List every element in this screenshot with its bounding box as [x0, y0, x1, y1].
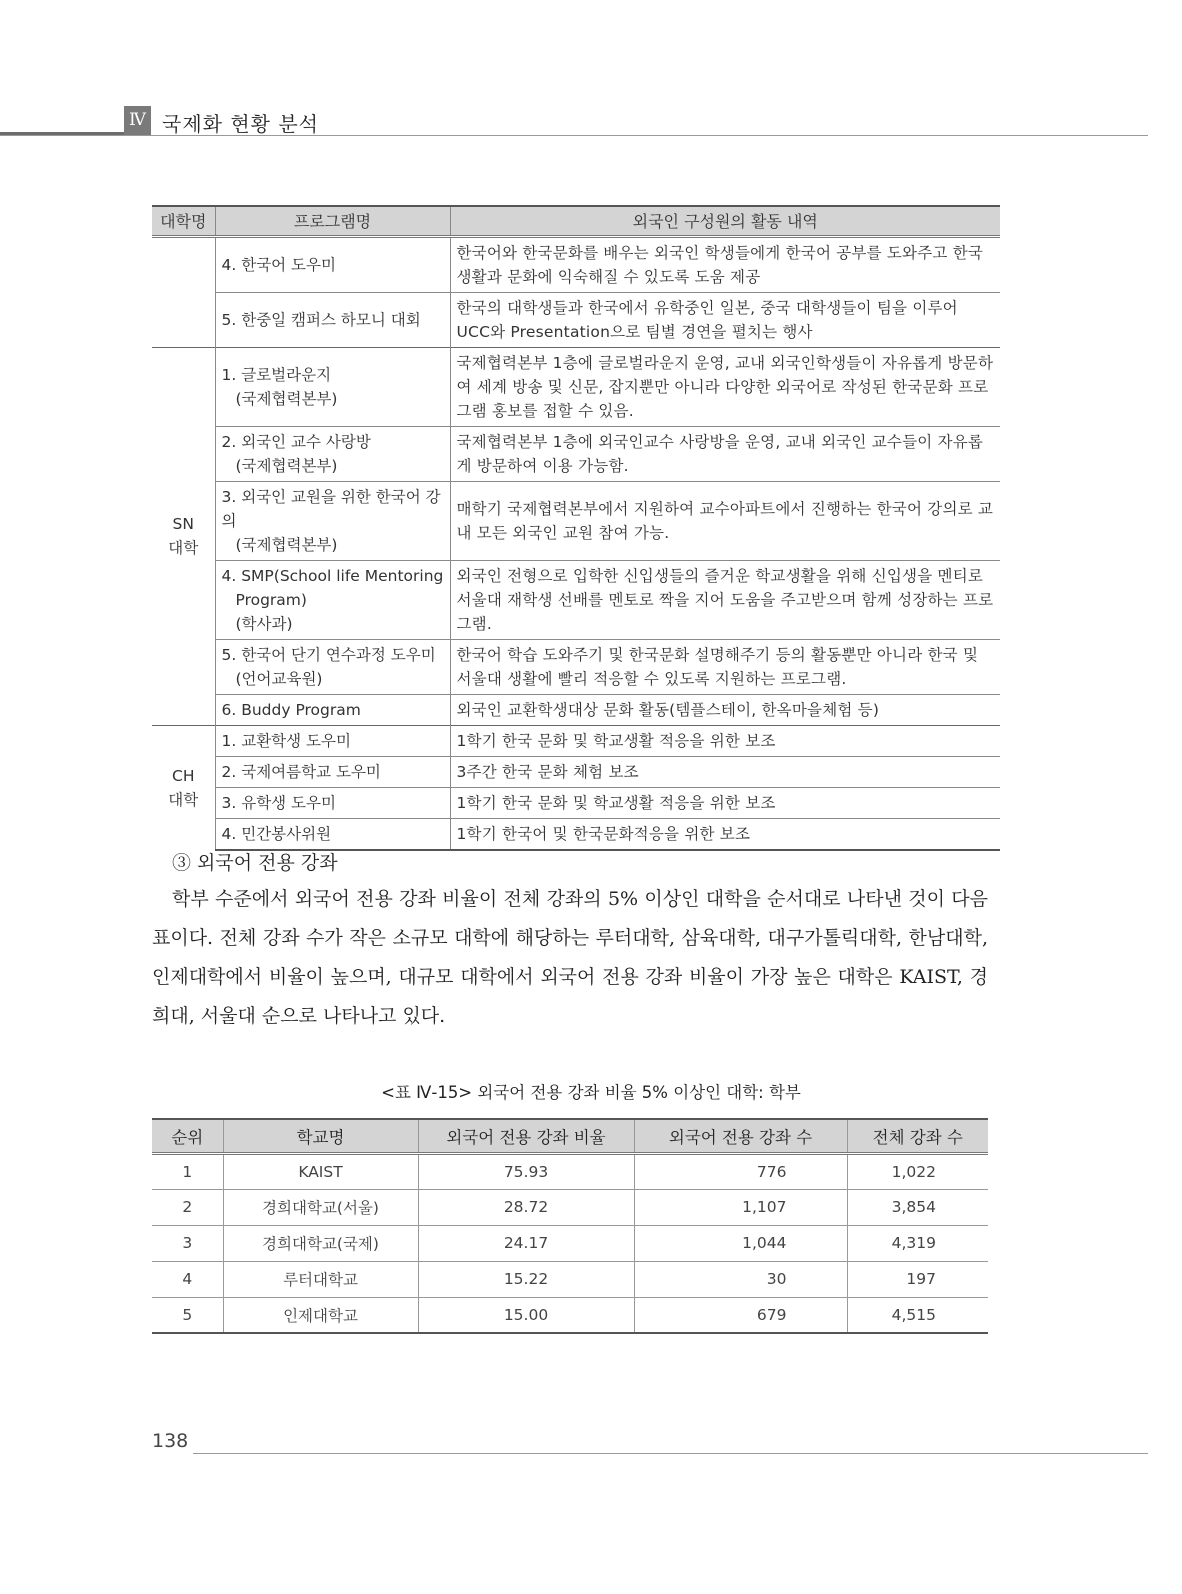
- activity-description: 한국어와 한국문화를 배우는 외국인 학생들에게 한국어 공부를 도와주고 한국생활과 문화에 익숙해질 수 있도록 도움 제공: [450, 236, 1000, 292]
- program-cell: [215, 818, 450, 850]
- program-name: 2. 국제여름학교 도우미: [221, 762, 381, 781]
- table-cell: 1: [182, 1162, 193, 1181]
- header-cell: 외국인 구성원의 활동 내역: [450, 206, 1000, 236]
- program-name: (국제협력본부): [235, 535, 338, 554]
- program-name: 2. 외국인 교수 사랑방: [221, 432, 371, 451]
- table-row: [152, 1297, 988, 1333]
- table-row: [152, 756, 1000, 787]
- university-name: SN: [172, 515, 194, 533]
- table-cell: 30: [634, 1261, 847, 1297]
- table-cell: 15.22: [418, 1261, 634, 1297]
- program-name: 4. 한국어 도우미: [221, 255, 336, 274]
- table-row: [152, 1261, 988, 1297]
- table-cell: 24.17: [418, 1225, 634, 1261]
- program-cell: [215, 756, 450, 787]
- table-cell: 4: [152, 1261, 223, 1297]
- ranking-table: [152, 1118, 988, 1334]
- program-name: 1. 교환학생 도우미: [221, 731, 351, 750]
- activity-description: 매학기 국제협력본부에서 지원하여 교수아파트에서 진행하는 한국어 강의로 교내 모든 외국인 교원 참여 가능.: [450, 481, 1000, 560]
- university-name: 대학: [168, 539, 199, 557]
- program-name: (국제협력본부): [235, 456, 338, 475]
- table-cell: 1,022: [847, 1153, 988, 1189]
- activity-description: 1학기 한국어 및 한국문화적응을 위한 보조: [450, 818, 1000, 850]
- table-cell: 15.00: [418, 1297, 634, 1333]
- table-cell: 5: [152, 1297, 223, 1333]
- program-name: 5. 한중일 캠퍼스 하모니 대회: [221, 310, 421, 329]
- program-cell: [215, 787, 450, 818]
- activity-description: 1학기 한국 문화 및 학교생활 적응을 위한 보조: [450, 725, 1000, 756]
- table-row: [152, 1153, 988, 1189]
- table-row: [152, 426, 1000, 481]
- university-cell: [152, 725, 215, 850]
- table-cell: 인제대학교: [223, 1297, 418, 1333]
- table-row: [152, 292, 1000, 347]
- program-cell: [215, 639, 450, 694]
- program-name: 1. 글로벌라운지: [221, 365, 332, 384]
- table-cell: 4,515: [847, 1297, 988, 1333]
- table-cell: 3: [152, 1225, 223, 1261]
- header-cell: 순위: [152, 1119, 223, 1153]
- table-caption: <표 Ⅳ-15> 외국어 전용 강좌 비율 5% 이상인 대학: 학부: [381, 1083, 801, 1102]
- activity-description: 외국인 전형으로 입학한 신입생들의 즐거운 학교생활을 위해 신입생을 멘티로 서울대 재학생 선배를 멘토로 짝을 지어 도움을 주고받으며 함께 성장하는 프로그램.: [450, 560, 1000, 639]
- table-row: [152, 787, 1000, 818]
- section-paragraph: 학부 수준에서 외국어 전용 강좌 비율이 전체 강좌의 5% 이상인 대학을 순서대로 나타낸 것이 다음 표이다. 전체 강좌 수가 작은 소규모 대학에 해당하는 루터대학, 삼육대학, 대구가톨릭대학, 한남대학, 인제대학에서 비율이 높으며, 대규모 대학에서 외국어 전용 강좌 비율이 가장 높은 대학은 KAIST, 경희대, 서울대 순으로 나타나고 있다.: [152, 888, 988, 1027]
- table-cell: 197: [847, 1261, 988, 1297]
- header-cell: 학교명: [223, 1119, 418, 1153]
- header-cell: 외국어 전용 강좌 비율: [418, 1119, 634, 1153]
- program-table: [152, 205, 1000, 851]
- activity-description: 한국의 대학생들과 한국에서 유학중인 일본, 중국 대학생들이 팀을 이루어 UCC와 Presentation으로 팀별 경연을 펼치는 행사: [450, 292, 1000, 347]
- table-cell: 75.93: [418, 1153, 634, 1189]
- section-subtitle: ③ 외국어 전용 강좌: [172, 852, 338, 874]
- activity-description: 3주간 한국 문화 체험 보조: [450, 756, 1000, 787]
- program-name: (국제협력본부): [235, 389, 338, 408]
- ranking-table-header: [152, 1119, 988, 1153]
- program-name: 3. 외국인 교원을 위한 한국어 강의: [221, 487, 441, 530]
- table-row: [152, 236, 1000, 292]
- program-name: (언어교육원): [235, 669, 323, 688]
- activity-description: 국제협력본부 1층에 외국인교수 사랑방을 운영, 교내 외국인 교수들이 자유롭게 방문하여 이용 가능함.: [450, 426, 1000, 481]
- table-cell: 679: [634, 1297, 847, 1333]
- program-cell: [215, 426, 450, 481]
- program-name: Program): [235, 590, 307, 609]
- program-cell: [215, 292, 450, 347]
- program-cell: [215, 694, 450, 725]
- program-name: 5. 한국어 단기 연수과정 도우미: [221, 645, 436, 664]
- program-cell: [215, 481, 450, 560]
- table-row: [152, 1225, 988, 1261]
- table-row: [152, 481, 1000, 560]
- header-cell: 외국어 전용 강좌 수: [634, 1119, 847, 1153]
- program-table-header: [152, 206, 1000, 236]
- table-row: [152, 560, 1000, 639]
- university-cell: [152, 347, 215, 725]
- activity-description: 외국인 교환학생대상 문화 활동(템플스테이, 한옥마을체험 등): [450, 694, 1000, 725]
- table-cell: 루터대학교: [223, 1261, 418, 1297]
- chapter-badge: Ⅳ: [124, 106, 151, 135]
- table-cell: KAIST: [223, 1153, 418, 1189]
- program-name: 4. SMP(School life Mentoring: [221, 566, 444, 585]
- table-cell: 1,107: [634, 1189, 847, 1225]
- program-cell: [215, 560, 450, 639]
- header-cell: 프로그램명: [215, 206, 450, 236]
- chapter-title: 국제화 현황 분석: [162, 112, 319, 136]
- activity-description: 국제협력본부 1층에 글로벌라운지 운영, 교내 외국인학생들이 자유롭게 방문하여 세계 방송 및 신문, 잡지뿐만 아니라 다양한 외국어로 작성된 한국문화 프로그램 홍보를 접할 수 있음.: [450, 347, 1000, 426]
- university-name: 대학: [168, 790, 199, 809]
- program-name: 4. 민간봉사위원: [221, 824, 332, 843]
- table-row: [152, 639, 1000, 694]
- table-cell: 1,044: [634, 1225, 847, 1261]
- table-row: [152, 694, 1000, 725]
- table-cell: 경희대학교(국제): [223, 1225, 418, 1261]
- footer-rule: [193, 1453, 1148, 1454]
- header-cell: 대학명: [152, 206, 215, 236]
- header-cell: 전체 강좌 수: [847, 1119, 988, 1153]
- table-cell: 3,854: [847, 1189, 988, 1225]
- university-cell: [152, 236, 215, 347]
- table-cell: 28.72: [418, 1189, 634, 1225]
- table-cell: 2: [152, 1189, 223, 1225]
- university-name: CH: [172, 766, 195, 785]
- table-row: [152, 1189, 988, 1225]
- program-cell: [215, 236, 450, 292]
- page-number: 138: [152, 1430, 189, 1452]
- activity-description: 한국어 학습 도와주기 및 한국문화 설명해주기 등의 활동뿐만 아니라 한국 및 서울대 생활에 빨리 적응할 수 있도록 지원하는 프로그램.: [450, 639, 1000, 694]
- table-row: [152, 347, 1000, 426]
- table-row: [152, 818, 1000, 850]
- program-cell: [215, 725, 450, 756]
- table-row: [152, 725, 1000, 756]
- program-name: 3. 유학생 도우미: [221, 793, 336, 812]
- program-name: (학사과): [235, 614, 293, 633]
- table-cell: 776: [634, 1153, 847, 1189]
- table-cell: 경희대학교(서울): [223, 1189, 418, 1225]
- activity-description: 1학기 한국 문화 및 학교생활 적응을 위한 보조: [450, 787, 1000, 818]
- program-cell: [215, 347, 450, 426]
- program-name: 6. Buddy Program: [221, 700, 361, 719]
- table-cell: 4,319: [847, 1225, 988, 1261]
